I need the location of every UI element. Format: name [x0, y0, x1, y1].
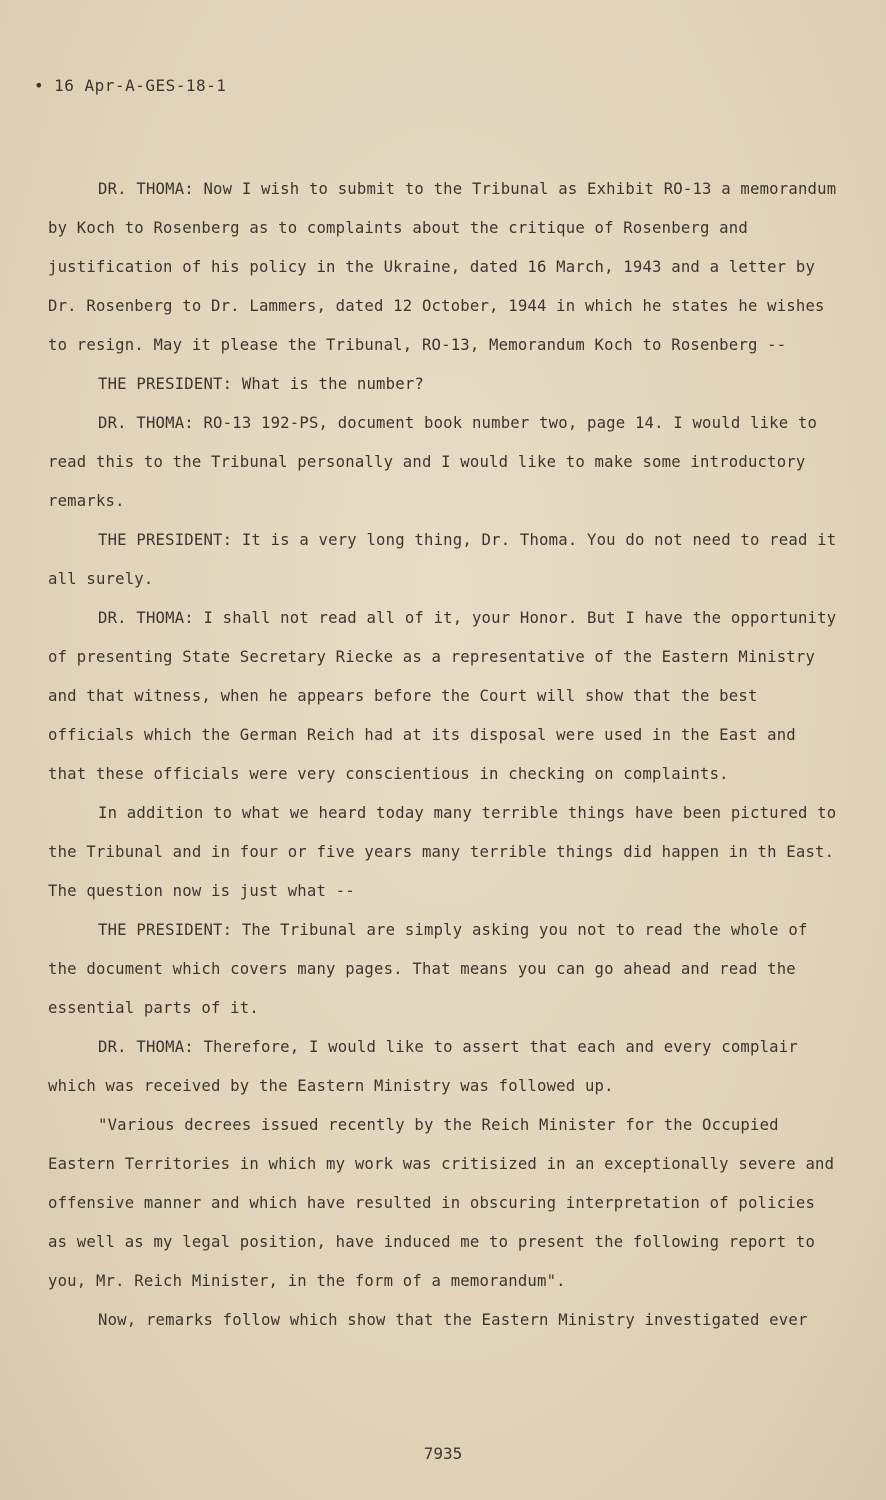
paragraph-thoma-complaints: DR. THOMA: Therefore, I would like to assert that each and every complair which was received by the Eastern Ministry was followed up.	[48, 1038, 798, 1095]
document-identifier: 16 Apr-A-GES-18-1	[54, 76, 227, 95]
paragraph-president-question: THE PRESIDENT: What is the number?	[98, 375, 424, 393]
paragraph-thoma-document-reference: DR. THOMA: RO-13 192-PS, document book number two, page 14. I would like to read this to the Tribunal personally and I would like to make some introductory remarks.	[48, 414, 818, 510]
document-header	[34, 76, 226, 95]
transcript-body	[48, 170, 838, 1340]
paragraph-thoma-witness: DR. THOMA: I shall not read all of it, your Honor. But I have the opportunity of presenting State Secretary Riecke as a representative of the Eastern Ministry and that witness, when he appears before the Court will show that the best officials which the German Reich had at its disposal were used in the East and that these officials were very conscientious in checking on complaints.	[48, 609, 837, 783]
page-number: 7935	[423, 1444, 463, 1463]
header-marker: •	[34, 76, 45, 95]
paragraph-remarks-follow: Now, remarks follow which show that the Eastern Ministry investigated ever	[98, 1311, 808, 1329]
paragraph-president-long-thing: THE PRESIDENT: It is a very long thing, Dr. Thoma. You do not need to read it all surely.	[48, 531, 837, 588]
paragraph-president-whole-document: THE PRESIDENT: The Tribunal are simply asking you not to read the whole of the document which covers many pages. That means you can go ahead and read the essential parts of it.	[48, 921, 808, 1017]
paragraph-memorandum-quote: "Various decrees issued recently by the Reich Minister for the Occupied Eastern Territories in which my work was critisized in an exceptionally severe and offensive manner and which have resulted in obscuring interpretation of policies as well as my legal position, have induced me to present the following report to you, Mr. Reich Minister, in the form of a memorandum".	[48, 1116, 835, 1290]
paragraph-thoma-submission: DR. THOMA: Now I wish to submit to the Tribunal as Exhibit RO-13 a memorandum by Koch to Rosenberg as to complaints about the critique of Rosenberg and justification of his policy in the Ukraine, dated 16 March, 1943 and a letter by Dr. Rosenberg to Dr. Lammers, dated 12 October, 1944 in which he states he wishes to resign. May it please the Tribunal, RO-13, Memorandum Koch to Rosenberg --	[48, 180, 837, 354]
paragraph-terrible-things: In addition to what we heard today many terrible things have been pictured to the Tribunal and in four or five years many terrible things did happen in th East. The question now is just what --	[48, 804, 837, 900]
